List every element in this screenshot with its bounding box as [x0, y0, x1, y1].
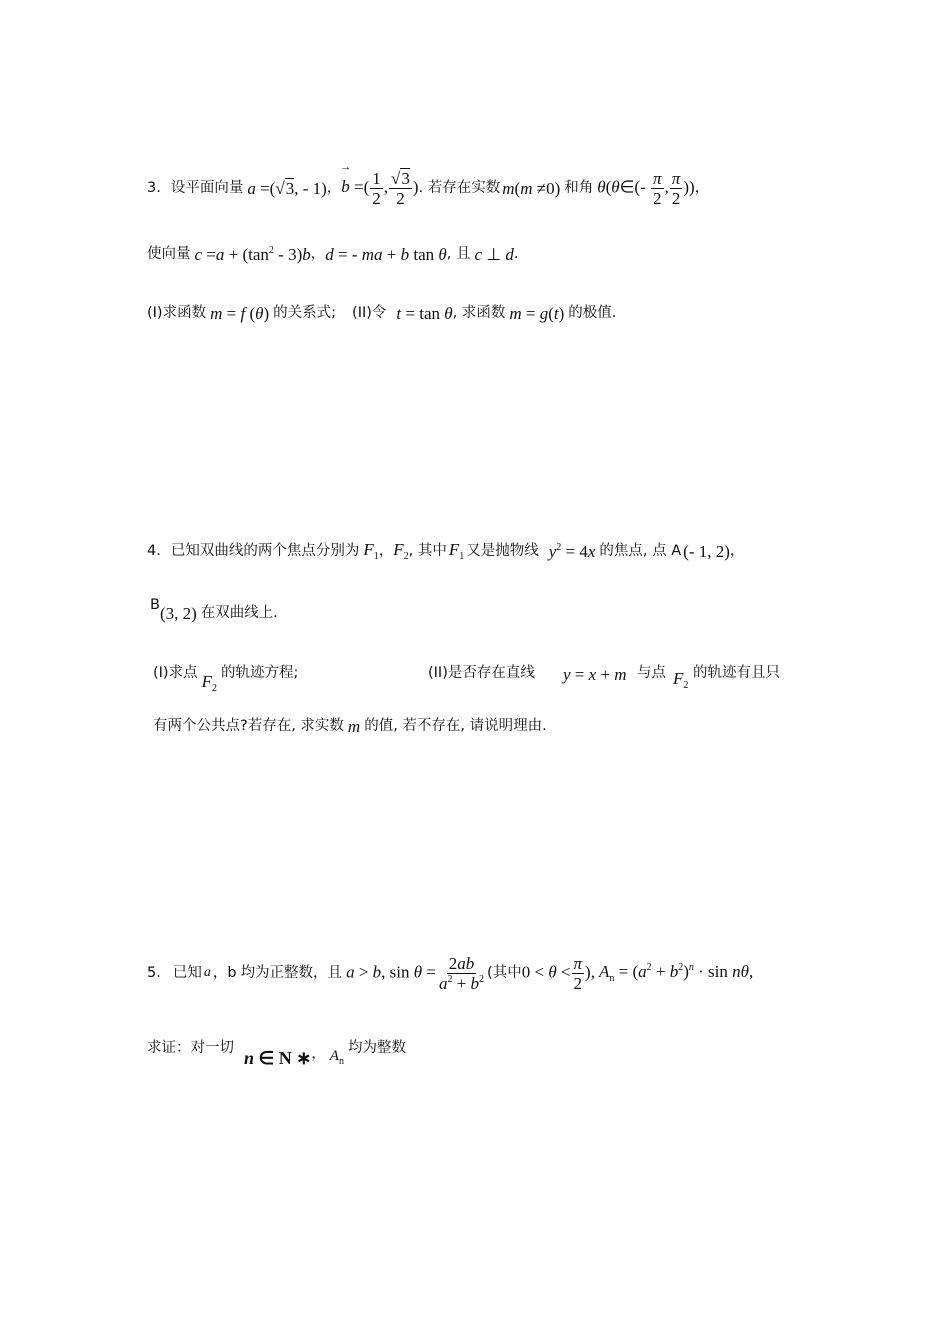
problem-4-line-2: B (3, 2) 在双曲线上.: [150, 596, 278, 623]
problem-3-number: 3.: [147, 179, 161, 196]
focus-f1: $F_1$: [363, 539, 379, 562]
problem-4-line-4: 有两个公共点?若存在, 求实数 m 的值, 若不存在, 请说明理由.: [153, 716, 547, 736]
theta-range: θ(θ∈(- $\frac{\pi}{2}$ , $\frac{\pi}{2}$ )): [597, 168, 695, 208]
vector-c-definition: $c =a + (\tan^2 - 3)b$: [194, 244, 311, 264]
problem-5-line-2: 求证：对一切 n ∈ N ∗ ， $A_n$ 均为整数: [147, 1039, 406, 1068]
theta-bounds: 0 < θ < $\frac{\pi}{2}$ ),: [521, 953, 595, 993]
var-a: a: [203, 965, 211, 980]
point-a-coordinates: (- 1, 2): [683, 541, 730, 561]
a-n-term: $A_n$: [329, 1048, 344, 1067]
line-equation: y = x + m: [563, 665, 627, 684]
part-2-label: (II)令: [352, 304, 387, 321]
focus-f2: $F_2$: [393, 539, 409, 562]
var-b: b: [227, 964, 237, 981]
point-b-coordinates: (3, 2): [159, 603, 197, 623]
part-2-label: (II)是否存在直线: [428, 664, 535, 681]
vector-d-definition: d = - ma + b tan θ: [325, 244, 447, 264]
var-m: m: [347, 716, 361, 736]
problem-4-number: 4.: [147, 542, 161, 559]
problem-4-parts: (I)求点 $F_2$ 的轨迹方程; (II)是否存在直线 y = x + m 与点 $F_2$ 的轨迹有且只: [153, 664, 780, 694]
a-n-definition: $A_n = (a^2 + b^2)^n \cdot \sin n\theta$,: [598, 961, 754, 984]
problem-3-line-2: 使向量 $c =a + (\tan^2 - 3)b$ ， d = - ma + b tan θ , 且 c ⊥ d .: [147, 244, 519, 264]
problem-3-line-1: 3. 设平面向量 a =(√3, - 1) ， → b =( $\frac{1}{2}$ , $\frac{√3}{2}$ ) . 若存在实数 m(m ≠0) 和角 θ(θ∈(- $\frac{\pi}{2}$ , $\frac{\pi}{2}$ )) ，: [147, 160, 709, 216]
m-g-t: m = g(t): [509, 303, 565, 323]
focus-f1-again: $F_1$: [448, 539, 465, 562]
problem-5-line-1: 5. 已知 a ， b 均为正整数，且 a > b, sin θ = $\frac{2ab}{a^2 + b^2}$ (其中 0 < θ < $\frac{\pi}{2}$ ), $A_n = (a^2 + b^2)^n \cdot \sin n\theta$,: [147, 953, 754, 993]
m-condition: m(m ≠0): [502, 178, 561, 198]
part-1-label: (I)求点: [153, 664, 198, 681]
problem-4-line-1: 4. 已知双曲线的两个焦点分别为 $F_1$ ， $F_2$ , 其中 $F_1$ 又是抛物线 $y^2 = 4x$ 的焦点, 点 A (- 1, 2) ，: [147, 539, 745, 562]
perpendicular-condition: c ⊥ d: [474, 244, 514, 264]
focus-f2-part2: $F_2$: [673, 669, 689, 691]
vector-a-definition: a =(√3, - 1): [247, 178, 327, 198]
problem-5-number: 5.: [147, 964, 161, 981]
parabola-equation: $y^2 = 4x$: [548, 541, 596, 561]
m-f-theta: m = f (θ): [210, 303, 270, 323]
point-b-label: B: [150, 596, 160, 613]
part-1-label: (I)求函数: [147, 304, 207, 321]
sin-theta-definition: a > b, sin θ = $\frac{2ab}{a^2 + b^2}$: [346, 953, 485, 993]
t-tan-theta: t = tan θ: [396, 303, 453, 323]
n-in-naturals: n ∈ N ∗: [244, 1048, 312, 1068]
vector-b-definition: → b =( $\frac{1}{2}$ , $\frac{√3}{2}$ ): [341, 170, 418, 207]
focus-f2-part1: $F_2$: [201, 671, 217, 694]
problem-3-parts: (I)求函数 m = f (θ) 的关系式; (II)令 t = tan θ , 求函数 m = g(t) 的极值.: [147, 303, 617, 323]
